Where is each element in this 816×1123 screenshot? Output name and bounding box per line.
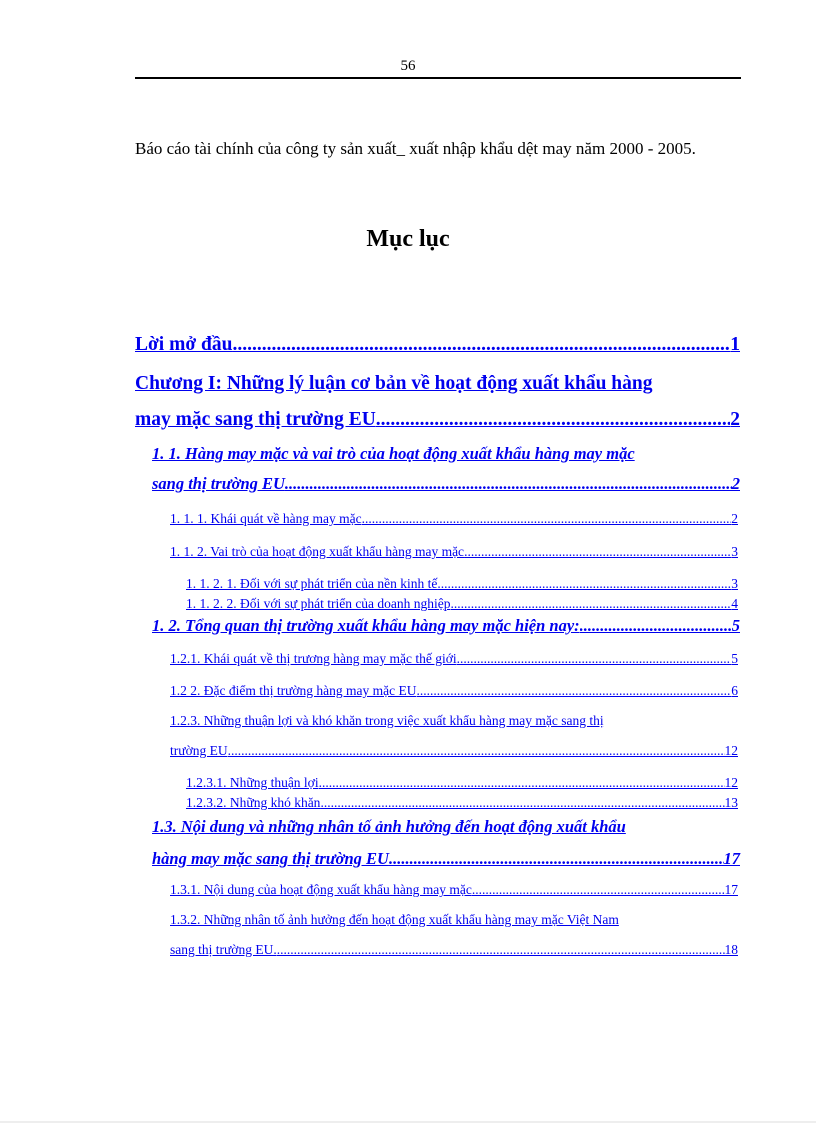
toc-entry-label: hàng may mặc sang thị trường EU (152, 849, 389, 868)
toc-link-1-1-1[interactable] (170, 504, 738, 534)
toc-link-1-1[interactable] (152, 439, 740, 499)
toc-entry-page: 2 (731, 511, 738, 526)
toc-entry-label: 1.2.1. Khái quát về thị trương hàng may mặc thế giới (170, 651, 457, 666)
toc-entry-label: may mặc sang thị trường EU (135, 409, 376, 430)
toc-entry-page: 17 (724, 882, 738, 897)
toc-entry-label-line1: 1.2.3. Những thuận lợi và khó khăn trong việc xuất khẩu hàng may mặc sang thị (170, 713, 604, 728)
toc-entry-page: 12 (724, 743, 738, 758)
toc-entry-label: 1. 1. 1. Khái quát về hàng may mặc (170, 511, 362, 526)
toc-entry-page: 13 (724, 795, 738, 810)
toc-entry-page: 3 (731, 576, 738, 591)
toc-entry-label: 1.2.3.2. Những khó khăn (186, 795, 321, 810)
toc-link-1-2-2[interactable] (170, 676, 738, 706)
toc-link-1-2-3-2[interactable] (186, 793, 738, 813)
toc-entry-label-line1: 1.3. Nội dung và những nhân tố ảnh hưởng đến hoạt động xuất khẩu (152, 817, 626, 836)
toc-link-1-3-2[interactable] (170, 905, 738, 965)
toc-entry-label: 1. 2. Tổng quan thị trường xuất khẩu hàng may mặc hiện nay: (152, 616, 580, 635)
toc-entry-page: 17 (723, 849, 740, 868)
toc-entry-page: 2 (730, 409, 740, 430)
toc-entry-label-line1: 1.3.2. Những nhân tố ảnh hưởng đến hoạt động xuất khẩu hàng may mặc Việt Nam (170, 912, 619, 927)
toc-entry-page: 18 (724, 942, 738, 957)
toc-entry-label-line1: Chương I: Những lý luận cơ bản về hoạt động xuất khẩu hàng (135, 373, 653, 394)
toc-entry-label: Lời mở đầu (135, 334, 233, 355)
toc-entry-page: 1 (730, 334, 740, 355)
toc-link-chuong-1[interactable] (135, 366, 740, 438)
toc-entry-label: 1. 1. 2. 1. Đối với sự phát triển của nền kinh tế (186, 576, 438, 591)
toc-entry-label: 1. 1. 2. Vai trò của hoạt động xuất khẩu hàng may mặc (170, 544, 465, 559)
toc-entry-page: 12 (724, 775, 738, 790)
toc-entry-page: 4 (731, 596, 738, 611)
page-number: 56 (400, 58, 416, 74)
toc-entry-page: 5 (731, 651, 738, 666)
toc-link-1-3-1[interactable] (170, 875, 738, 905)
toc-link-1-2-3[interactable] (170, 706, 738, 766)
toc-entry-label: 1.3.1. Nội dung của hoạt động xuất khẩu hàng may mặc (170, 882, 472, 897)
toc-entry-page: 6 (731, 683, 738, 698)
toc-link-1-1-2[interactable] (170, 537, 738, 567)
toc-link-1-1-2-1[interactable] (186, 574, 738, 594)
toc-link-1-2-1[interactable] (170, 644, 738, 674)
toc-entry-label-line1: 1. 1. Hàng may mặc và vai trò của hoạt động xuất khẩu hàng may mặc (152, 444, 635, 463)
toc-link-1-3[interactable] (152, 811, 740, 875)
toc-link-1-2-3-1[interactable] (186, 773, 738, 793)
toc-entry-page: 3 (731, 544, 738, 559)
header-rule (135, 77, 741, 79)
toc-entry-label: sang thị trường EU. (170, 942, 277, 957)
toc-link-loi-mo-dau[interactable] (135, 330, 740, 360)
toc-entry-label: 1. 1. 2. 2. Đối với sự phát triển của doanh nghiệp (186, 596, 451, 611)
toc-entry-label: 1.2 2. Đặc điểm thị trường hàng may mặc EU (170, 683, 417, 698)
toc-entry-page: 2 (731, 474, 740, 493)
toc-title: Mục lục (366, 226, 450, 252)
toc-entry-label: sang thị trường EU (152, 474, 285, 493)
toc-entry-page: 5 (731, 616, 740, 635)
intro-paragraph: Báo cáo tài chính của công ty sản xuất_ xuất nhập khẩu dệt may năm 2000 - 2005. (135, 139, 696, 158)
toc-link-1-2[interactable] (152, 611, 740, 641)
toc-entry-label: 1.2.3.1. Những thuận lợi (186, 775, 319, 790)
toc-entry-label: trường EU (170, 743, 228, 758)
